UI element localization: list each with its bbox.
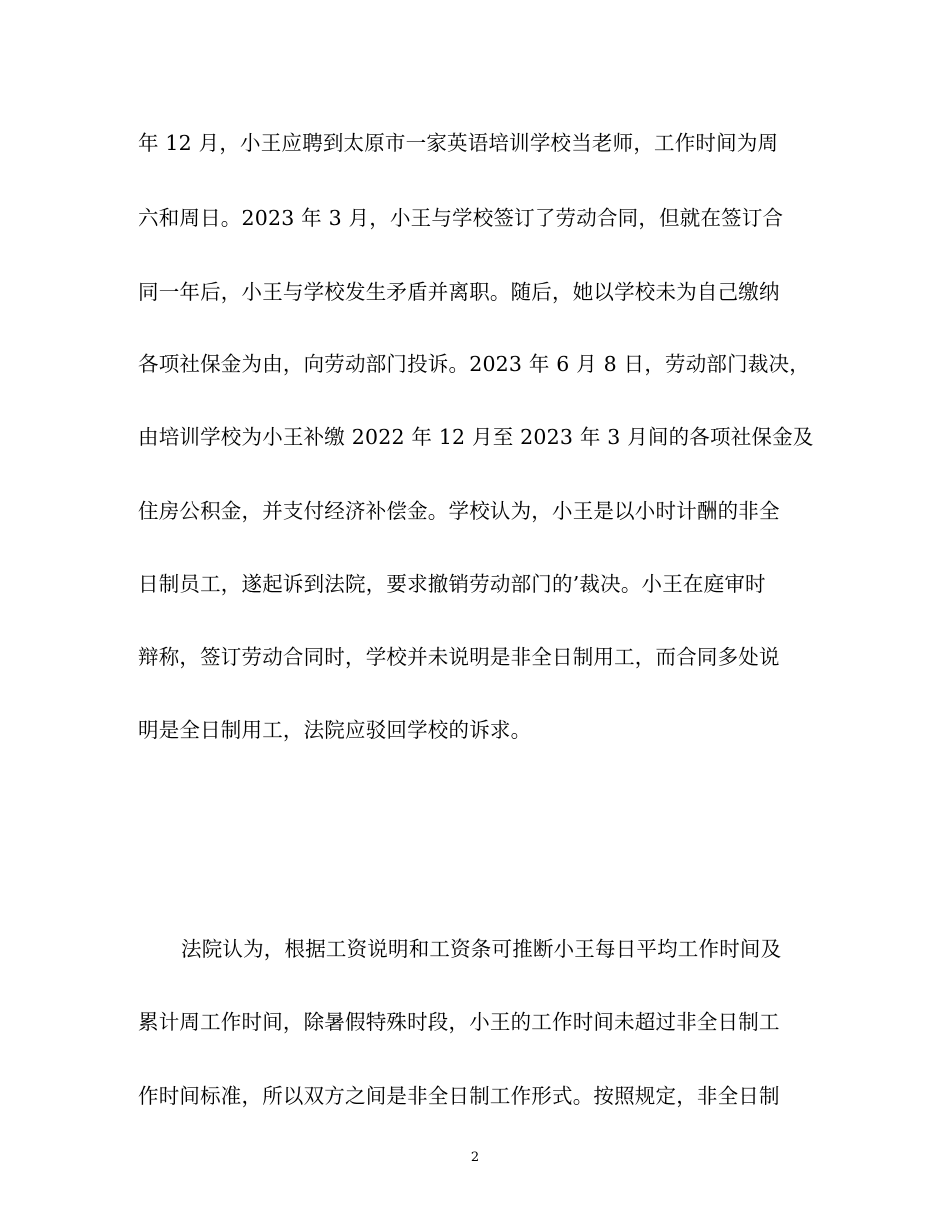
paragraph-1-line-2: 六和周日。2023 年 3 月，小王与学校签订了劳动合同，但就在签订合: [138, 206, 784, 230]
paragraph-1-line-1: 年 12 月，小王应聘到太原市一家英语培训学校当老师，工作时间为周: [138, 131, 779, 155]
paragraph-2-line-2: 累计周工作时间，除暑假特殊时段，小王的工作时间未超过非全日制工: [138, 1010, 780, 1034]
paragraph-1-line-9: 明是全日制用工，法院应驳回学校的诉求。: [138, 718, 532, 742]
paragraph-2-line-1: 法院认为，根据工资说明和工资条可推断小王每日平均工作时间及: [181, 937, 782, 961]
paragraph-1-line-7: 日制员工，遂起诉到法院，要求撤销劳动部门的’裁决。小王在庭审时: [138, 572, 766, 596]
paragraph-1-line-5: 由培训学校为小王补缴 2022 年 12 月至 2023 年 3 月间的各项社保金及: [138, 425, 814, 449]
paragraph-1-line-3: 同一年后，小王与学校发生矛盾并离职。随后，她以学校未为自己缴纳: [138, 280, 780, 304]
paragraph-1-line-4: 各项社保金为由，向劳动部门投诉。2023 年 6 月 8 日，劳动部门裁决，: [138, 352, 810, 376]
paragraph-1-line-6: 住房公积金，并支付经济补偿金。学校认为，小王是以小时计酬的非全: [138, 499, 780, 523]
paragraph-1-line-8: 辩称，签订劳动合同时，学校并未说明是非全日制用工，而合同多处说: [138, 645, 780, 669]
page-number: 2: [470, 1150, 480, 1165]
paragraph-2-line-3: 作时间标准，所以双方之间是非全日制工作形式。按照规定，非全日制: [138, 1084, 780, 1108]
